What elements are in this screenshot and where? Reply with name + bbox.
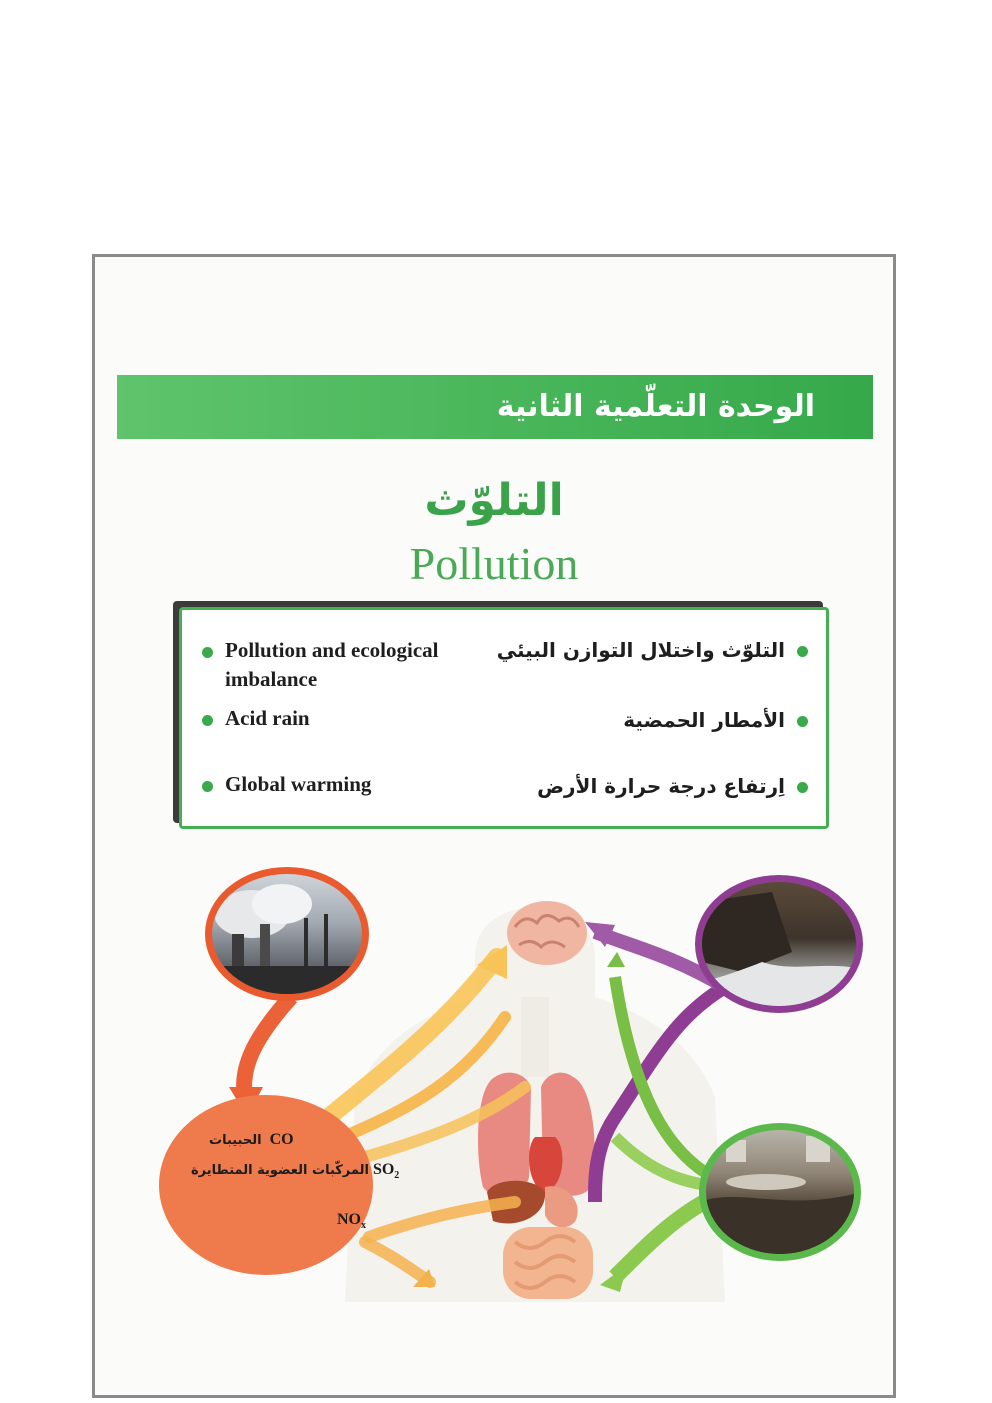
air-source-arrow	[244, 997, 291, 1097]
brain-icon	[507, 901, 587, 965]
topic-ar-2-text: الأمطار الحمضية	[623, 708, 785, 732]
topic-en-2-text: Acid rain	[225, 706, 310, 730]
particles-label: الحبيبات	[209, 1133, 262, 1148]
topic-ar-1-text: التلوّث واختلال التوازن البيئي	[496, 638, 785, 662]
water-pollution-photo	[695, 875, 863, 1013]
topic-en-1-text: Pollution and ecological imbalance	[225, 638, 439, 691]
pollutant-line-3	[337, 1211, 366, 1231]
nox-label: NO	[337, 1211, 361, 1228]
so2-label: SO	[372, 1161, 395, 1178]
polluted-ground-icon	[706, 1130, 854, 1254]
soil-pollution-photo	[699, 1123, 861, 1261]
so2-subscript: 2	[394, 1170, 400, 1182]
sewage-outflow-icon	[702, 882, 856, 1006]
factory-smoke-photo	[205, 867, 369, 1001]
topic-ar-3-text: اِرتفاع درجة حرارة الأرض	[537, 774, 785, 798]
co-label: CO	[269, 1131, 294, 1148]
chapter-title-arabic: التلوّث	[424, 475, 564, 526]
intestines-icon	[503, 1227, 593, 1299]
voc-label: المركّبات العضوية المتطايرة	[191, 1163, 369, 1178]
chapter-title-english: Pollution	[409, 538, 579, 589]
document-page	[92, 254, 896, 1398]
pollutant-line-2	[191, 1161, 399, 1181]
factory-icon	[212, 874, 362, 994]
air-pollutants-oval	[159, 1095, 373, 1275]
unit-title: الوحدة التعلّمية الثانية	[496, 389, 815, 424]
topic-en-3-text: Global warming	[225, 772, 372, 796]
nox-subscript: x	[361, 1220, 366, 1232]
pollutant-line-1	[209, 1131, 294, 1149]
